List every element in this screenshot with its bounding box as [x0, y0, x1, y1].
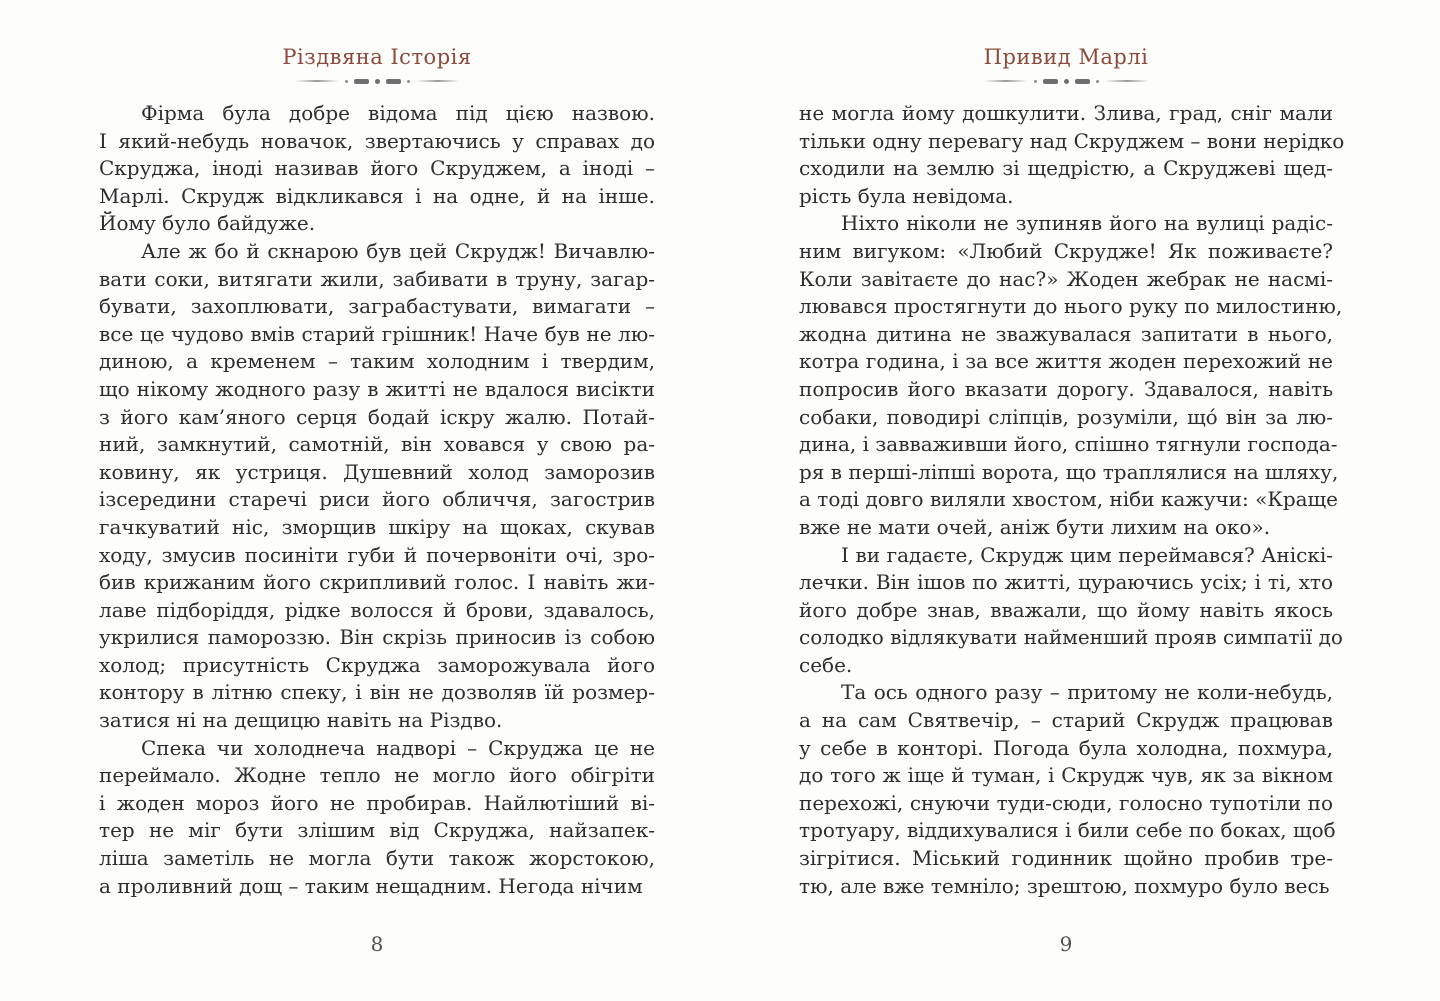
text-line: собаки, поводирі сліпців, розуміли, що́ він за лю- — [799, 404, 1333, 429]
text-line: котра година, і за все життя жоден перехожий не — [799, 349, 1333, 374]
text-line: дина, і завваживши його, спішно тягнули господа- — [799, 432, 1338, 457]
text-line: лаве підборіддя, рідке волосся й брови, здавалось, — [99, 597, 655, 622]
book-page-left — [99, 44, 655, 956]
text-line: тер не міг бути злішим від Скруджа, найзапек- — [99, 818, 655, 843]
divider-ornament-icon — [799, 74, 1333, 88]
ornament-rule — [1105, 80, 1149, 82]
text-line: диною, а кременем – таким холодним і твердим, — [99, 349, 655, 374]
text-line: переймало. Жодне тепло не могло його обігріти — [99, 763, 655, 788]
text-line: Ніхто ніколи не зупиняв його на вулиці радіс- — [841, 211, 1333, 236]
text-line: Фірма була добре відома під цією назвою. — [141, 101, 655, 125]
text-line: солодко відлякувати найменший прояв симпатії до — [799, 625, 1343, 650]
page-number: 8 — [370, 932, 384, 957]
divider-ornament-icon — [99, 74, 655, 88]
text-line: ліша заметіль не могла бути також жорстокою, — [99, 846, 655, 871]
text-line: попросив його вказати дорогу. Здавалося, навіть — [799, 376, 1333, 401]
ornament-bar — [354, 79, 369, 84]
text-line: Марлі. Скрудж відкликався і на одне, й на інше. — [99, 183, 655, 208]
text-line: ковину, як устриця. Душевний холод заморозив — [99, 459, 655, 484]
ornament-rule — [984, 80, 1028, 82]
text-line: затися ні на дещицю навіть на Різдво. — [99, 708, 503, 733]
text-line: І який-небудь новачок, звертаючись у справах до — [99, 128, 655, 153]
ornament-dot — [1096, 80, 1099, 83]
text-line: І ви гадаєте, Скрудж цим переймався? Аніскі- — [841, 542, 1333, 567]
text-line: і жоден мороз його не пробирав. Найлютіший ві- — [99, 790, 655, 815]
text-line: все це чудово вмів старий грішник! Наче був не лю- — [99, 321, 655, 346]
ornament-dot — [345, 80, 348, 83]
ornament-dot — [1034, 80, 1037, 83]
running-head: Різдвяна Історія — [282, 45, 472, 69]
text-line: а на сам Святвечір, – старий Скрудж працював — [799, 708, 1333, 733]
text-line: Але ж бо й скнарою був цей Скрудж! Вичавлю- — [141, 238, 655, 263]
text-line: ний, замкнутий, самотній, він ховався у свою ра- — [99, 432, 655, 457]
running-head: Привид Марлі — [983, 45, 1149, 69]
text-line: з його кам’яного серця бодай іскру жалю. Потай- — [99, 404, 655, 429]
page-number: 9 — [1059, 932, 1073, 957]
ornament-rule — [295, 80, 339, 82]
text-line: сходили на землю зі щедрістю, а Скруджеві щед- — [799, 156, 1333, 181]
ornament-bar — [1075, 79, 1090, 84]
text-line: не могла йому дошкулити. Злива, град, сніг мали — [799, 101, 1333, 125]
ornament-bar — [386, 79, 401, 84]
ornament-dot — [407, 80, 410, 83]
text-line: а проливний дощ – таким нещадним. Негода нічим — [99, 873, 643, 898]
text-line: контору в літню спеку, і він не дозволяв їй розмер- — [99, 680, 655, 705]
text-line: Коли завітаєте до нас?» Жоден жебрак не насмі- — [799, 266, 1333, 291]
text-line: тротуару, віддихувалися і били себе по боках, щоб — [799, 818, 1336, 843]
page-text — [99, 100, 655, 900]
book-page-right — [799, 44, 1345, 957]
text-line: Та ось одного разу – притому не коли-небудь, — [841, 680, 1333, 705]
text-line: Скруджа, іноді називав його Скруджем, а іноді – — [99, 156, 655, 181]
text-line: перехожі, снуючи туди-сюди, голосно тупотіли по — [799, 790, 1333, 815]
text-line: лювався простягнути до нього руку по милостиню, — [799, 294, 1343, 319]
page-text — [799, 100, 1345, 900]
text-line: Йому було байдуже. — [99, 211, 316, 236]
text-line: гачкуватий ніс, зморщив шкіру на щоках, скував — [99, 514, 655, 539]
text-line: тільки одну перевагу над Скруджем – вони нерідко — [799, 128, 1345, 153]
text-line: бив крижаним його скрипливий голос. І навіть жи- — [99, 570, 655, 595]
ornament-rule — [416, 80, 460, 82]
text-line: у себе в конторі. Погода була холодна, похмура, — [799, 735, 1333, 760]
text-line: його добре знав, вважали, що йому навіть якось — [799, 597, 1333, 622]
ornament-bar — [1043, 79, 1058, 84]
text-line: ізсередини старечі риси його обличчя, загострив — [99, 487, 655, 512]
text-line: ходу, змусив посиніти губи й почервоніти очі, зро- — [99, 542, 655, 567]
text-line: лечки. Він ішов по житті, цураючись усіх; і ті, хто — [799, 570, 1333, 595]
ornament-dot — [375, 79, 380, 84]
text-line: що нікому жодного разу в житті не вдалося висікти — [99, 376, 655, 401]
text-line: жодна дитина не зважувалася запитати в нього, — [799, 321, 1333, 346]
text-line: ним вигуком: «Любий Скрудже! Як поживаєте? — [799, 238, 1333, 263]
text-line: рість була невідома. — [799, 183, 1014, 208]
text-line: себе. — [799, 652, 853, 677]
text-line: укрилися памороззю. Він скрізь приносив із собою — [99, 625, 655, 650]
text-line: тю, але вже темніло; зрештою, похмуро було весь — [799, 873, 1330, 898]
text-line: а тоді довго виляли хвостом, ніби кажучи: «Краще — [799, 487, 1338, 512]
text-line: холод; присутність Скруджа заморожувала його — [99, 652, 655, 677]
text-line: вже не мати очей, аніж бути лихим на око». — [799, 514, 1271, 539]
text-line: до того ж іще й туман, і Скрудж чув, як за вікном — [799, 763, 1333, 788]
ornament-dot — [1064, 79, 1069, 84]
text-line: вати соки, витягати жили, забивати в труну, загар- — [99, 266, 655, 291]
text-line: бувати, захоплювати, заграбастувати, вимагати – — [99, 294, 655, 319]
text-line: Спека чи холоднеча надворі – Скруджа це не — [141, 735, 655, 760]
text-line: зігрітися. Міський годинник щойно пробив тре- — [799, 846, 1333, 871]
text-line: ря в перші-ліпші ворота, що траплялися на шляху, — [799, 459, 1339, 484]
